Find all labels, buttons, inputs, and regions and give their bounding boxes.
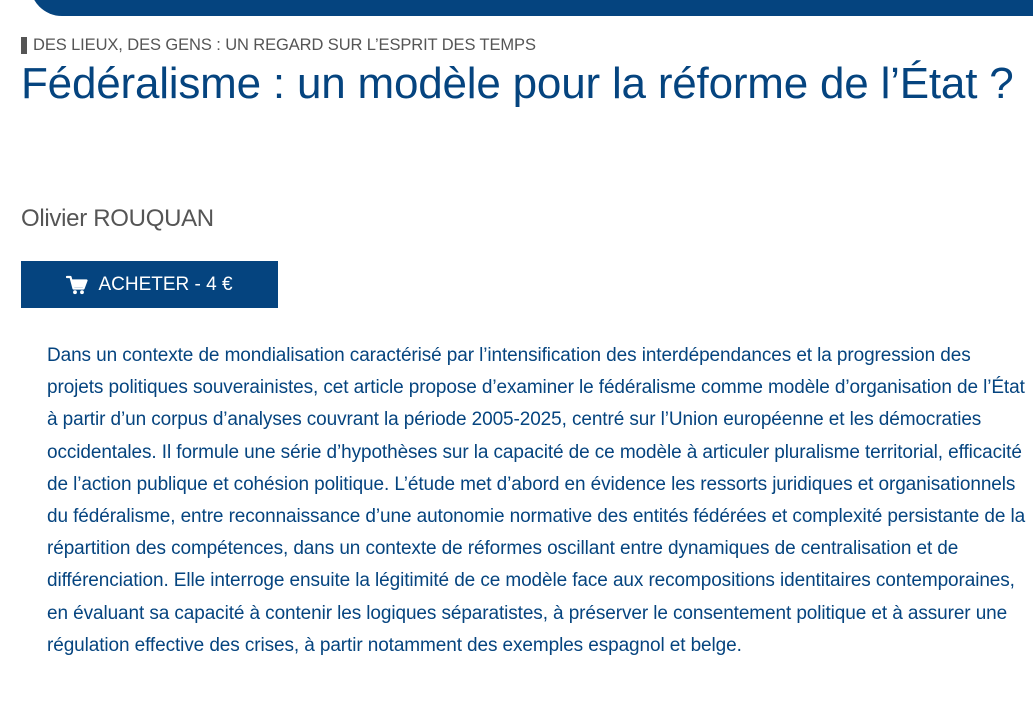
section-label-text: DES LIEUX, DES GENS : UN REGARD SUR L’ESPRIT DES TEMPS [33, 35, 536, 54]
buy-button[interactable] [21, 261, 278, 308]
article-abstract: Dans un contexte de mondialisation caractérisé par l’intensification des interdépendances et la progression des projets politiques souverainistes, cet article propose d’examiner le fédéralisme comme modèle d’organisation de l’État à partir d’un corpus d’analyses couvrant la période 2005-2025, centré sur l’Union européenne et les démocraties occidentales. Il formule une série d’hypothèses sur la capacité de ce modèle à articuler pluralisme territorial, efficacité de l’action publique et cohésion politique. L’étude met d’abord en évidence les ressorts juridiques et organisationnels du fédéralisme, entre reconnaissance d’une autonomie normative des entités fédérées et complexité persistante de la répartition des compétences, dans un contexte de réformes oscillant entre dynamiques de centralisation et de différenciation. Elle interroge ensuite la légitimité de ce modèle face aux recompositions identitaires contemporaines, en évaluant sa capacité à contenir les logiques séparatistes, à préserver le consentement politique et à assurer une régulation effective des crises, à partir notamment des exemples espagnol et belge. [47, 345, 1026, 656]
section-label [21, 36, 536, 54]
section-marker [21, 37, 27, 54]
header-band [30, 0, 1033, 16]
article-title: Fédéralisme : un modèle pour la réforme de l’État ? [21, 59, 1014, 108]
author-name: Olivier ROUQUAN [21, 205, 214, 232]
shopping-cart-icon [66, 275, 88, 295]
buy-button-label: ACHETER - 4 € [98, 273, 233, 295]
